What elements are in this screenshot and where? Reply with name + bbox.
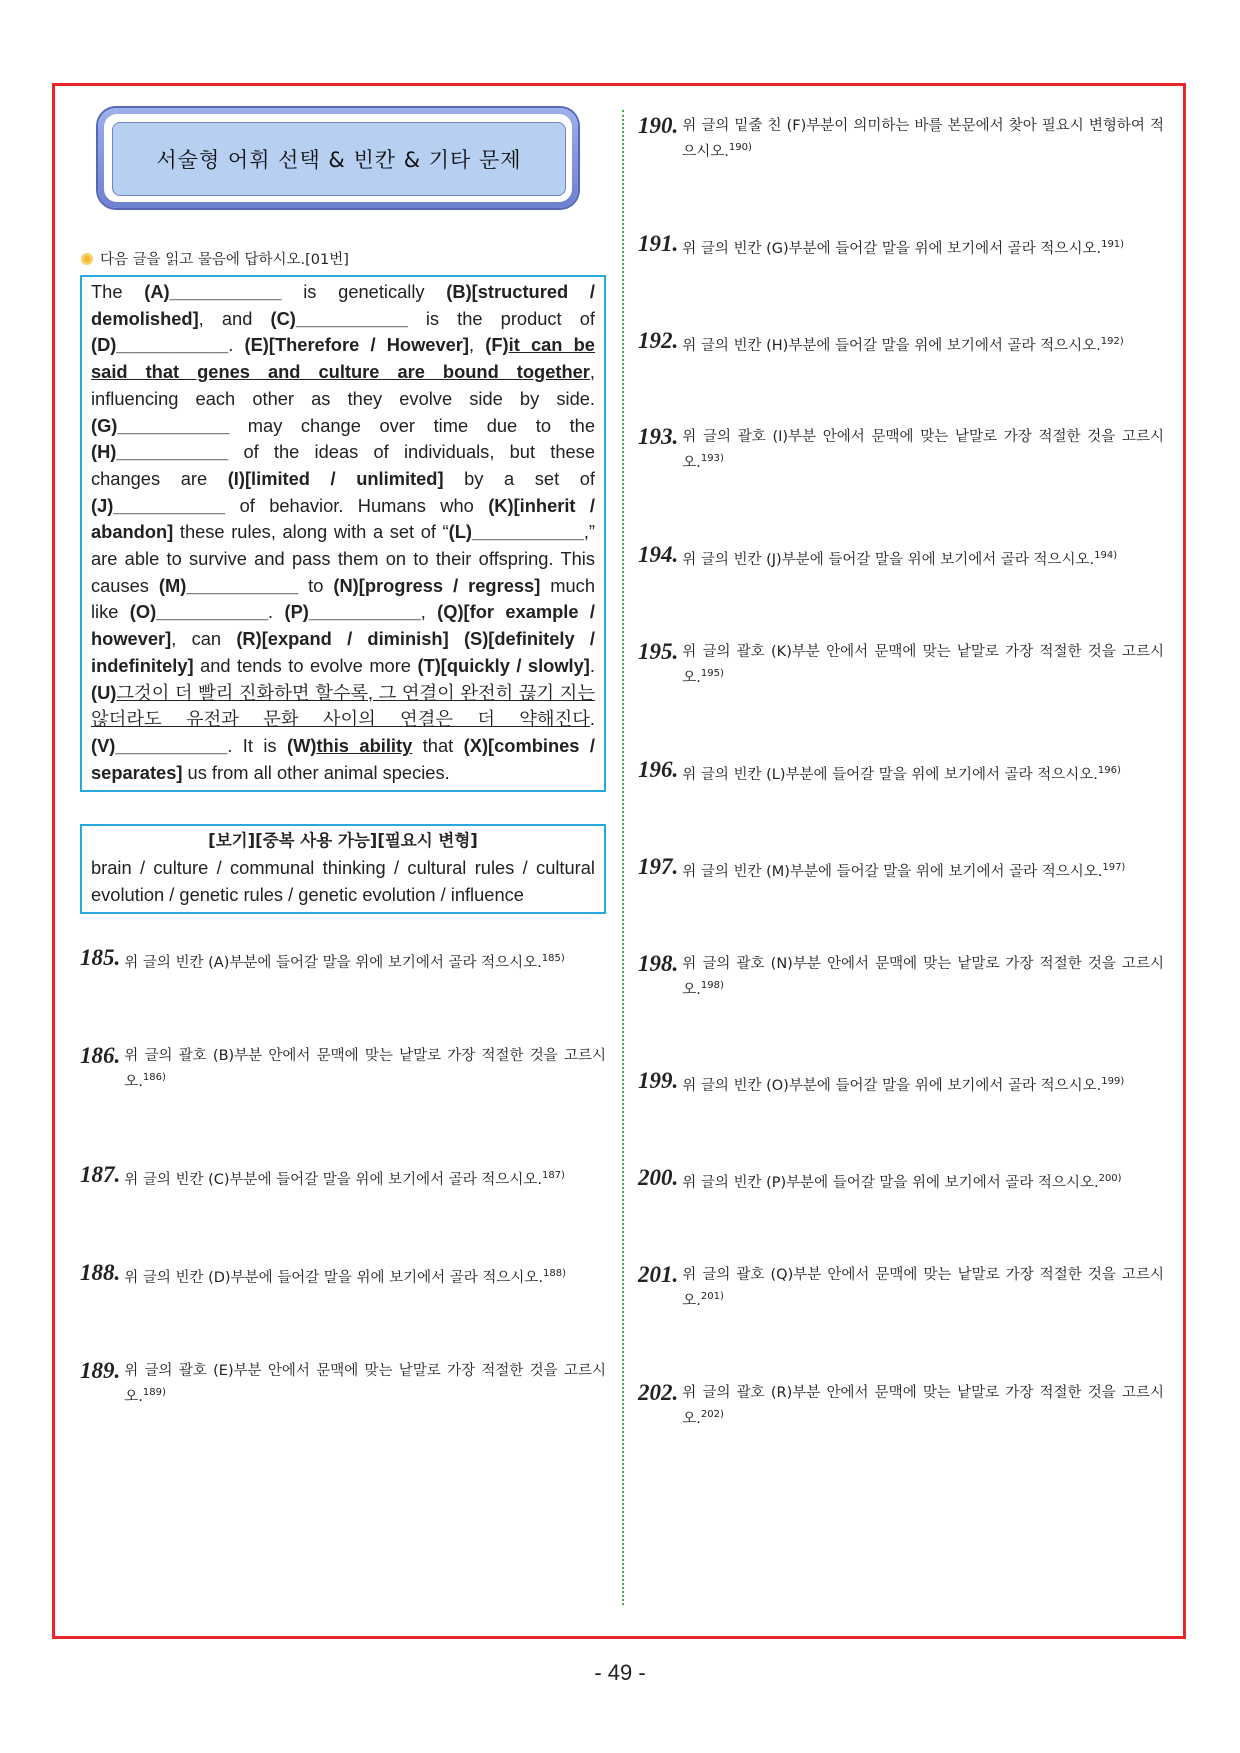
question-number: 194. xyxy=(638,542,679,568)
footnote-ref: 202) xyxy=(700,1408,724,1420)
choice-r: (R)[expand / diminish] xyxy=(236,628,449,650)
question-202 xyxy=(638,1381,1164,1430)
question-185 xyxy=(80,946,606,974)
underline-f: it can be said that genes and culture are bound together xyxy=(91,334,595,383)
question-text: 위 글의 괄호 (N)부분 안에서 문맥에 맞는 낱말로 가장 적절한 것을 고르시오. xyxy=(682,955,1164,998)
question-number: 198. xyxy=(638,950,679,976)
label-f: (F) xyxy=(485,334,509,356)
footnote-ref: 186) xyxy=(142,1072,166,1084)
question-text: 위 글의 괄호 (Q)부분 안에서 문맥에 맞는 낱말로 가장 적절한 것을 고르시오. xyxy=(682,1267,1164,1309)
question-text: 위 글의 괄호 (R)부분 안에서 문맥에 맞는 낱말로 가장 적절한 것을 고르시오. xyxy=(682,1384,1164,1427)
right-column xyxy=(638,114,1164,1430)
question-198 xyxy=(638,952,1164,1001)
question-text: 위 글의 괄호 (B)부분 안에서 문맥에 맞는 낱말로 가장 적절한 것을 고르시오. xyxy=(124,1048,606,1091)
blank-h: (H)___________ xyxy=(91,441,229,463)
question-text: 위 글의 빈칸 (H)부분에 들어갈 말을 위에 보기에서 골라 적으시오. xyxy=(682,337,1101,354)
question-194 xyxy=(638,543,1164,571)
word-bank-box xyxy=(80,824,606,914)
question-text: 위 글의 괄호 (K)부분 안에서 문맥에 맞는 낱말로 가장 적절한 것을 고르시오. xyxy=(682,644,1164,686)
question-199 xyxy=(638,1069,1164,1097)
question-number: 185. xyxy=(80,945,121,971)
question-text: 위 글의 빈칸 (A)부분에 들어갈 말을 위에 보기에서 골라 적으시오. xyxy=(124,955,542,972)
instruction xyxy=(80,248,606,269)
question-number: 192. xyxy=(638,327,679,353)
question-200 xyxy=(638,1166,1164,1194)
footnote-ref: 194) xyxy=(1094,550,1118,562)
column-divider xyxy=(622,110,624,1605)
blank-d: (D)___________ xyxy=(91,334,229,356)
question-text: 위 글의 괄호 (I)부분 안에서 문맥에 맞는 낱말로 가장 적절한 것을 고르시오. xyxy=(682,429,1164,472)
question-186 xyxy=(80,1044,606,1093)
footnote-ref: 192) xyxy=(1100,335,1124,347)
footnote-ref: 187) xyxy=(541,1170,565,1182)
blank-v: (V)___________ xyxy=(91,734,228,756)
footnote-ref: 201) xyxy=(700,1291,724,1303)
question-text: 위 글의 빈칸 (L)부분에 들어갈 말을 위에 보기에서 골라 적으시오. xyxy=(682,766,1098,783)
question-196 xyxy=(638,758,1164,786)
question-text: 위 글의 빈칸 (M)부분에 들어갈 말을 위에 보기에서 골라 적으시오. xyxy=(682,863,1103,880)
choice-q: (Q)[for example / however] xyxy=(91,601,595,650)
footnote-ref: 200) xyxy=(1098,1173,1122,1185)
question-193 xyxy=(638,425,1164,474)
question-number: 188. xyxy=(80,1259,121,1285)
instruction-text: 다음 글을 읽고 물음에 답하시오.[01번] xyxy=(100,252,349,268)
question-text: 위 글의 빈칸 (O)부분에 들어갈 말을 위에 보기에서 골라 적으시오. xyxy=(682,1078,1102,1095)
choice-b: (B)[structured / demolished] xyxy=(91,281,595,329)
choice-e: (E)[Therefore / However] xyxy=(244,334,469,356)
footnote-ref: 197) xyxy=(1102,861,1126,873)
word-bank-title: [보기][중복 사용 가능][필요시 변형] xyxy=(208,831,478,851)
footnote-ref: 189) xyxy=(142,1386,166,1398)
question-number: 200. xyxy=(638,1165,679,1191)
question-text: 위 글의 빈칸 (P)부분에 들어갈 말을 위에 보기에서 골라 적으시오. xyxy=(682,1175,1099,1192)
passage-box: The (A)___________ is genetically (B)[structured / demolished], and (C)___________ is the product of (D)___________. (E)[Therefore / However], (F)it can be said that genes and culture are bound together, influencing each other as they evolve side by side. (G)___________ may change over time due to the (H)___________ of the ideas of individuals, but these changes are (I)[limited / unlimited] by a set of (J)___________ of behavior. Humans who (K)[inherit / abandon] these rules, along with a set of “(L)___________,” are able to survive and pass them on to their offspring. This causes (M)___________ to (N)[progress / regress] much like (O)___________. (P)___________, (Q)[for example / however], can (R)[expand / diminish] (S)[definitely / indefinitely] and tends to evolve more (T)[quickly / slowly]. (U)그것이 더 빨리 진화하면 할수록, 그 연결이 완전히 끊기 지는 않더라도 유전과 문화 사이의 연결은 더 약해진다. (V)___________. It is (W)this ability that (X)[combines / separates] us from all other animal species. xyxy=(80,275,606,792)
choice-k: (K)[inherit / abandon] xyxy=(91,494,595,543)
question-number: 202. xyxy=(638,1379,679,1405)
question-189 xyxy=(80,1359,606,1408)
question-text: 위 글의 빈칸 (D)부분에 들어갈 말을 위에 보기에서 골라 적으시오. xyxy=(124,1269,543,1286)
footnote-ref: 190) xyxy=(728,142,752,153)
footnote-ref: 185) xyxy=(541,953,565,965)
left-column xyxy=(80,108,606,1408)
label-w: (W) xyxy=(287,734,317,756)
blank-c: (C)___________ xyxy=(270,307,408,329)
blank-g: (G)___________ xyxy=(91,414,230,436)
underline-u: 그것이 더 빨리 진화하면 할수록, 그 연결이 완전히 끊기 지는 않더라도 유전과 문화 사이의 연결은 더 약해진다 xyxy=(91,681,595,730)
question-text: 위 글의 밑줄 친 (F)부분이 의미하는 바를 본문에서 찾아 필요시 변형하여 적으시오. xyxy=(682,118,1164,160)
question-number: 187. xyxy=(80,1162,121,1188)
question-text: 위 글의 괄호 (E)부분 안에서 문맥에 맞는 낱말로 가장 적절한 것을 고르시오. xyxy=(124,1362,606,1405)
choice-s: (S)[definitely / indefinitely] xyxy=(91,628,595,676)
question-195 xyxy=(638,640,1164,689)
question-number: 201. xyxy=(638,1262,679,1288)
blank-p: (P)___________ xyxy=(284,601,421,623)
choice-t: (T)[quickly / slowly] xyxy=(417,654,590,676)
question-190 xyxy=(638,114,1164,163)
question-201 xyxy=(638,1263,1164,1312)
choice-x: (X)[combines / separates] xyxy=(91,734,595,783)
question-number: 193. xyxy=(638,424,679,450)
question-text: 위 글의 빈칸 (J)부분에 들어갈 말을 위에 보기에서 골라 적으시오. xyxy=(682,552,1095,569)
footnote-ref: 195) xyxy=(700,668,724,680)
choice-n: (N)[progress / regress] xyxy=(333,574,541,596)
footnote-ref: 191) xyxy=(1101,238,1125,250)
question-187 xyxy=(80,1163,606,1191)
blank-m: (M)___________ xyxy=(158,574,299,596)
question-number: 186. xyxy=(80,1043,121,1069)
question-191 xyxy=(638,232,1164,260)
flower-icon xyxy=(80,252,94,266)
footnote-ref: 193) xyxy=(700,453,724,465)
question-text: 위 글의 빈칸 (G)부분에 들어갈 말을 위에 보기에서 골라 적으시오. xyxy=(682,240,1102,257)
question-number: 189. xyxy=(80,1357,121,1383)
blank-j: (J)___________ xyxy=(91,494,226,516)
question-number: 191. xyxy=(638,230,679,256)
footnote-ref: 196) xyxy=(1097,764,1121,776)
question-197 xyxy=(638,855,1164,883)
question-192 xyxy=(638,329,1164,357)
question-number: 195. xyxy=(638,639,679,665)
blank-o: (O)___________ xyxy=(129,601,269,623)
page-title: 서술형 어휘 선택 & 빈칸 & 기타 문제 xyxy=(112,122,566,196)
footnote-ref: 199) xyxy=(1101,1076,1125,1088)
label-u: (U) xyxy=(91,681,117,703)
blank-l: (L)___________ xyxy=(448,521,584,543)
question-number: 196. xyxy=(638,756,679,782)
underline-w: this ability xyxy=(316,734,413,756)
title-banner xyxy=(98,108,578,208)
question-text: 위 글의 빈칸 (C)부분에 들어갈 말을 위에 보기에서 골라 적으시오. xyxy=(124,1171,542,1188)
question-188 xyxy=(80,1261,606,1289)
question-number: 197. xyxy=(638,853,679,879)
page-number: - 49 - xyxy=(594,1660,646,1685)
question-number: 199. xyxy=(638,1068,679,1094)
choice-i: (I)[limited / unlimited] xyxy=(227,467,444,489)
word-bank-list: brain / culture / communal thinking / cultural rules / cultural evolution / genetic rules / genetic evolution / influence xyxy=(91,857,595,905)
footnote-ref: 198) xyxy=(700,979,724,991)
blank-a: (A)___________ xyxy=(144,281,282,302)
footnote-ref: 188) xyxy=(543,1267,566,1279)
question-number: 190. xyxy=(638,113,679,138)
